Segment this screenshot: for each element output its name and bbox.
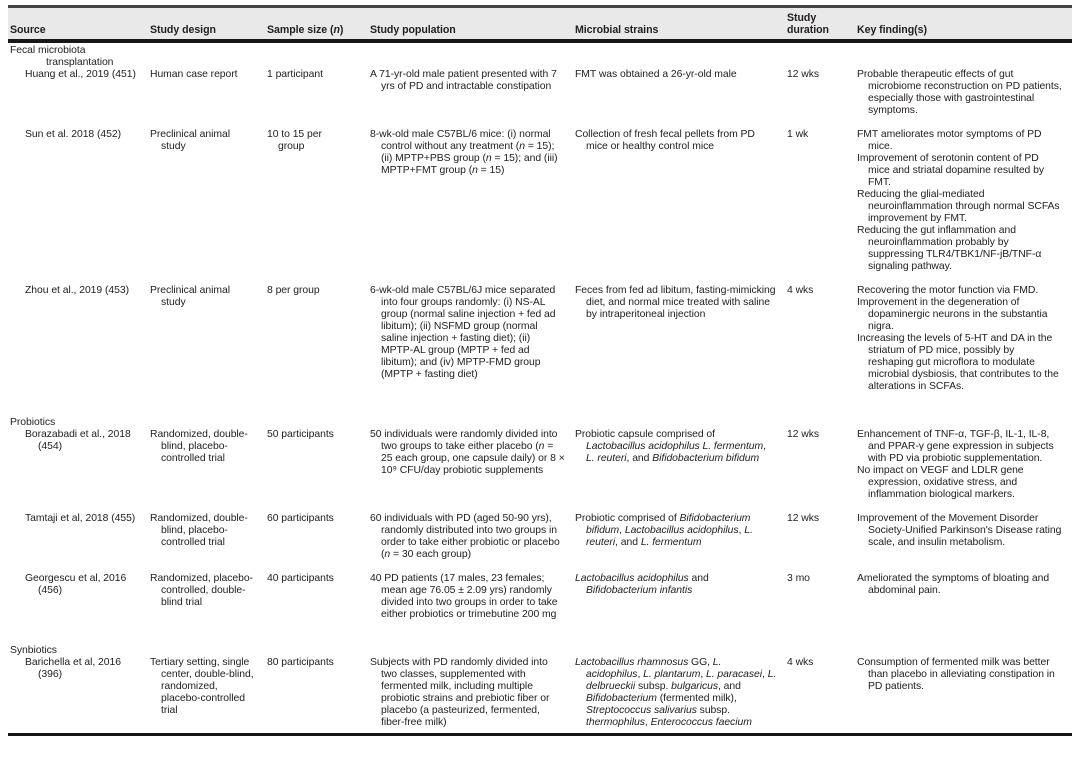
- cell-study-population: [370, 657, 575, 735]
- cell-microbial-strains: [575, 69, 787, 129]
- cell-key-findings: [857, 573, 1072, 633]
- section-cell: [8, 41, 1072, 69]
- finding-paragraph: No impact on VEGF and LDLR gene expression, oxidative stress, and inflammation biological markers.: [857, 465, 1024, 500]
- sample-size: 80 participants: [267, 657, 334, 668]
- section-title: Probiotics: [10, 417, 56, 428]
- finding-paragraph: Consumption of fermented milk was better than placebo in alleviating constipation in PD patients.: [857, 657, 1055, 692]
- study-population: 50 individuals were randomly divided into two groups to take either placebo (n = 25 each group, one capsule daily) or 8 × 10⁹ CFU/day probiotic supplements: [370, 429, 565, 476]
- sample-size: 60 participants: [267, 513, 334, 524]
- cell-study-design: [150, 285, 267, 405]
- cell-sample-size: [267, 657, 370, 735]
- study-design: Preclinical animal study: [150, 285, 230, 308]
- microbial-strains: Probiotic comprised of Bifidobacterium bifidum, Lactobacillus acidophilus, L. reuteri, and L. fermentum: [575, 513, 753, 548]
- cell-key-findings: [857, 513, 1072, 573]
- table-header: [8, 7, 1072, 42]
- microbial-strains: Lactobacillus acidophilus and Bifidobacterium infantis: [575, 573, 709, 596]
- cell-study-design: [150, 69, 267, 129]
- cell-key-findings: [857, 429, 1072, 513]
- cell-study-design: [150, 129, 267, 285]
- study-duration: 12 wks: [787, 69, 820, 80]
- cell-microbial-strains: [575, 129, 787, 285]
- finding-paragraph: Ameliorated the symptoms of bloating and abdominal pain.: [857, 573, 1050, 596]
- cell-sample-size: [267, 129, 370, 285]
- study-row: [8, 657, 1072, 735]
- study-design: Tertiary setting, single center, double-blind, randomized, placebo-controlled trial: [150, 657, 254, 716]
- cell-study-duration: [787, 513, 857, 573]
- section-title: Synbiotics: [10, 645, 57, 656]
- col-header-study-duration: Study duration: [787, 12, 829, 36]
- section-cell: [8, 633, 1072, 657]
- study-source: Sun et al. 2018 (452): [25, 129, 121, 140]
- study-design: Randomized, double-blind, placebo-controlled trial: [150, 429, 248, 464]
- cell-key-findings: [857, 657, 1072, 735]
- study-source: Zhou et al., 2019 (453): [25, 285, 129, 296]
- table-body: [8, 41, 1072, 735]
- microbial-strains: Feces from fed ad libitum, fasting-mimicking diet, and normal mice treated with saline by intraperitoneal injection: [575, 285, 776, 320]
- study-duration: 1 wk: [787, 129, 809, 140]
- study-source: Tamtaji et al, 2018 (455): [25, 513, 136, 524]
- cell-study-duration: [787, 429, 857, 513]
- col-header-study-population: Study population: [370, 24, 456, 36]
- cell-sample-size: [267, 573, 370, 633]
- cell-study-population: [370, 429, 575, 513]
- cell-source: [8, 129, 150, 285]
- section-row: [8, 633, 1072, 657]
- section-row: [8, 41, 1072, 69]
- finding-paragraph: Improvement of the Movement Disorder Society-Unified Parkinson's Disease rating scale, and insulin metabolism.: [857, 513, 1062, 548]
- cell-microbial-strains: [575, 657, 787, 735]
- microbial-strains: Probiotic capsule comprised of Lactobacillus acidophilus L. fermentum, L. reuteri, and Bifidobacterium bifidum: [575, 429, 766, 464]
- col-header-key-findings: Key finding(s): [857, 24, 927, 36]
- cell-microbial-strains: [575, 513, 787, 573]
- study-design: Randomized, placebo-controlled, double-blind trial: [150, 573, 253, 608]
- cell-microbial-strains: [575, 573, 787, 633]
- sample-size: 10 to 15 per group: [267, 129, 322, 152]
- cell-study-duration: [787, 129, 857, 285]
- studies-summary-table: [8, 5, 1072, 736]
- col-header-source: Source: [10, 24, 46, 36]
- finding-paragraph: Improvement in the degeneration of dopaminergic neurons in the substantia nigra.: [857, 297, 1048, 332]
- study-population: Subjects with PD randomly divided into two classes, supplemented with fermented milk, including multiple probiotic strains and prebiotic fiber or placebo (a pasteurized, fermented, fiber-free milk): [370, 657, 550, 728]
- cell-study-duration: [787, 573, 857, 633]
- study-row: [8, 285, 1072, 405]
- cell-study-design: [150, 657, 267, 735]
- cell-source: [8, 69, 150, 129]
- study-source: Huang et al., 2019 (451): [25, 69, 136, 80]
- cell-sample-size: [267, 513, 370, 573]
- section-title: Fecal microbiota transplantation: [10, 45, 114, 68]
- cell-sample-size: [267, 69, 370, 129]
- study-source: Barichella et al, 2016 (396): [25, 657, 121, 680]
- cell-sample-size: [267, 429, 370, 513]
- cell-source: [8, 573, 150, 633]
- cell-key-findings: [857, 285, 1072, 405]
- sample-size: 40 participants: [267, 573, 334, 584]
- col-header-study-design: Study design: [150, 24, 216, 36]
- section-cell: [8, 405, 1072, 429]
- cell-study-duration: [787, 657, 857, 735]
- cell-study-population: [370, 513, 575, 573]
- cell-source: [8, 513, 150, 573]
- finding-paragraph: Recovering the motor function via FMD.: [857, 285, 1039, 296]
- study-source: Borazabadi et al., 2018 (454): [25, 429, 131, 452]
- study-design: Preclinical animal study: [150, 129, 230, 152]
- finding-paragraph: FMT ameliorates motor symptoms of PD mice.: [857, 129, 1042, 152]
- microbial-strains: Lactobacillus rhamnosus GG, L. acidophilus, L. plantarum, L. paracasei, L. delbrueckii subsp. bulgaricus, and Bifidobacterium (fermented milk), Streptococcus salivarius subsp. thermophilus, Enterococcus faecium: [575, 657, 777, 728]
- study-row: [8, 129, 1072, 285]
- study-design: Randomized, double-blind, placebo-controlled trial: [150, 513, 248, 548]
- cell-source: [8, 657, 150, 735]
- study-row: [8, 69, 1072, 129]
- study-duration: 12 wks: [787, 429, 820, 440]
- cell-study-design: [150, 573, 267, 633]
- cell-key-findings: [857, 69, 1072, 129]
- cell-study-duration: [787, 69, 857, 129]
- cell-study-population: [370, 285, 575, 405]
- study-row: [8, 429, 1072, 513]
- study-population: A 71-yr-old male patient presented with 7 yrs of PD and intractable constipation: [370, 69, 557, 92]
- cell-microbial-strains: [575, 429, 787, 513]
- cell-key-findings: [857, 129, 1072, 285]
- cell-study-duration: [787, 285, 857, 405]
- header-row: [8, 7, 1072, 42]
- study-row: [8, 513, 1072, 573]
- finding-paragraph: Reducing the gut inflammation and neuroinflammation probably by suppressing TLR4/TBK1/NF-jB/TNF-α signaling pathway.: [857, 225, 1042, 272]
- finding-paragraph: Reducing the glial-mediated neuroinflammation through normal SCFAs improvement by FMT.: [857, 189, 1060, 224]
- cell-study-design: [150, 513, 267, 573]
- cell-study-population: [370, 69, 575, 129]
- study-duration: 12 wks: [787, 513, 820, 524]
- study-population: 8-wk-old male C57BL/6 mice: (i) normal control without any treatment (n = 15); (ii) MPTP+PBS group (n = 15); and (iii) MPTP+FMT group (n = 15): [370, 129, 558, 176]
- finding-paragraph: Increasing the levels of 5-HT and DA in the striatum of PD mice, possibly by reshaping gut microflora to modulate microbial dysbiosis, that contributes to the alterations in SCFAs.: [857, 333, 1059, 392]
- study-duration: 4 wks: [787, 657, 814, 668]
- study-population: 40 PD patients (17 males, 23 females; mean age 76.05 ± 2.09 yrs) randomly divided into two groups in order to take either probiotics or trimebutine 200 mg: [370, 573, 558, 620]
- study-source: Georgescu et al, 2016 (456): [25, 573, 127, 596]
- study-population: 60 individuals with PD (aged 50-90 yrs), randomly distributed into two groups in order to take either probiotic or placebo (n = 30 each group): [370, 513, 560, 560]
- cell-study-design: [150, 429, 267, 513]
- microbial-strains: Collection of fresh fecal pellets from PD mice or healthy control mice: [575, 129, 755, 152]
- study-population: 6-wk-old male C57BL/6J mice separated into four groups randomly: (i) NS-AL group (normal saline injection + fed ad libitum); (ii) NSFMD group (normal saline injection + fasting diet); (ii) MPTP-AL group (MPTP + fed ad libitum); and (iv) MPTP-FMD group (MPTP + fasting diet): [370, 285, 556, 380]
- section-row: [8, 405, 1072, 429]
- study-duration: 3 mo: [787, 573, 810, 584]
- finding-paragraph: Improvement of serotonin content of PD mice and striatal dopamine resulted by FMT.: [857, 153, 1044, 188]
- sample-size: 8 per group: [267, 285, 320, 296]
- sample-size: 1 participant: [267, 69, 323, 80]
- finding-paragraph: Probable therapeutic effects of gut microbiome reconstruction on PD patients, especially those with gastrointestinal symptoms.: [857, 69, 1062, 116]
- cell-study-population: [370, 573, 575, 633]
- study-design: Human case report: [150, 69, 238, 80]
- col-header-sample-size: Sample size (n): [267, 24, 344, 36]
- cell-microbial-strains: [575, 285, 787, 405]
- microbial-strains: FMT was obtained a 26-yr-old male: [575, 69, 737, 80]
- study-duration: 4 wks: [787, 285, 814, 296]
- cell-sample-size: [267, 285, 370, 405]
- study-row: [8, 573, 1072, 633]
- cell-source: [8, 285, 150, 405]
- cell-source: [8, 429, 150, 513]
- cell-study-population: [370, 129, 575, 285]
- sample-size: 50 participants: [267, 429, 334, 440]
- col-header-microbial-strains: Microbial strains: [575, 24, 659, 36]
- finding-paragraph: Enhancement of TNF-α, TGF-β, IL-1, IL-8, and PPAR-γ gene expression in subjects with PD via probiotic supplementation.: [857, 429, 1054, 464]
